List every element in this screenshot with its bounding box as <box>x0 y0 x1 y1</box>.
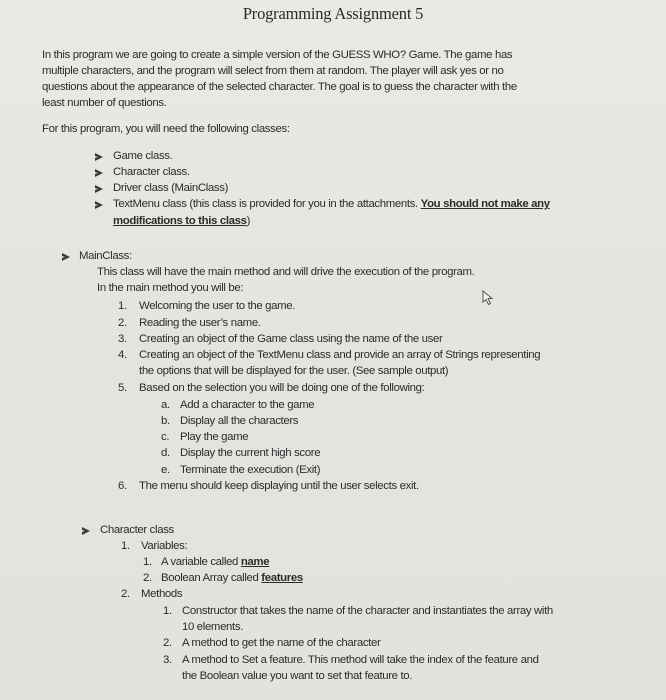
step-text: Creating an object of the TextMenu class and provide an array of Strings representing <box>139 349 541 361</box>
class-item-textmenu-cont <box>113 213 250 229</box>
method-num: 1. <box>163 605 172 617</box>
bullet-arrow-icon <box>62 253 70 261</box>
step-text: Creating an object of the Game class using the name of the user <box>139 333 443 345</box>
intro-line-1: In this program we are going to create a simple version of the GUESS WHO? Game. The game has <box>42 49 513 61</box>
bullet-arrow-icon <box>95 185 103 193</box>
option-text: Terminate the execution (Exit) <box>180 464 321 476</box>
option-letter: e. <box>161 464 170 476</box>
variable-name-bold: features <box>261 572 303 584</box>
character-class-heading: Character class <box>100 524 174 536</box>
mainclass-line-2: In the main method you will be: <box>97 282 244 294</box>
option-letter: b. <box>161 415 170 427</box>
classes-intro: For this program, you will need the following classes: <box>42 123 290 135</box>
method-num: 3. <box>163 654 172 666</box>
textmenu-text: TextMenu class (this class is provided for you in the attachments. <box>113 198 421 210</box>
method-text-cont: the Boolean value you want to set that feature to. <box>182 670 413 682</box>
class-item-character: Character class. <box>113 166 190 178</box>
bullet-arrow-icon <box>95 153 103 161</box>
bullet-arrow-icon <box>82 527 90 535</box>
option-letter: c. <box>161 431 170 443</box>
option-letter: d. <box>161 447 170 459</box>
step-num: 1. <box>118 300 127 312</box>
step-text: Reading the user’s name. <box>139 317 261 329</box>
option-text: Display the current high score <box>180 447 321 459</box>
textmenu-close: ) <box>246 215 251 227</box>
method-num: 2. <box>163 637 172 649</box>
variable-name-bold: name <box>240 556 270 568</box>
intro-line-2: multiple characters, and the program will select from them at random. The player will ask yes or no <box>42 65 504 77</box>
mainclass-line-1: This class will have the main method and will drive the execution of the program. <box>97 266 475 278</box>
variable-text: Boolean Array called <box>161 572 262 584</box>
method-text: Constructor that takes the name of the character and instantiates the array with <box>182 605 553 617</box>
class-item-game: Game class. <box>113 150 173 162</box>
class-item-driver: Driver class (MainClass) <box>113 182 229 194</box>
variable-num: 1. <box>143 556 152 568</box>
textmenu-warning: You should not make any <box>420 198 550 210</box>
step-text: The menu should keep displaying until the user selects exit. <box>139 480 419 492</box>
mainclass-heading: MainClass: <box>79 250 132 262</box>
textmenu-warning-cont: modifications to this class <box>113 215 247 227</box>
step-num: 2. <box>118 317 127 329</box>
option-text: Play the game <box>180 431 249 443</box>
option-text: Display all the characters <box>180 415 299 427</box>
step-text: Welcoming the user to the game. <box>139 300 296 312</box>
option-letter: a. <box>161 399 170 411</box>
variable-num: 2. <box>143 572 152 584</box>
bullet-arrow-icon <box>95 201 103 209</box>
step-num: 5. <box>118 382 127 394</box>
variable-item-features <box>161 570 303 586</box>
method-text-cont: 10 elements. <box>182 621 244 633</box>
variables-label: Variables: <box>141 540 188 552</box>
intro-line-3: questions about the appearance of the selected character. The goal is to guess the character with the <box>42 81 517 93</box>
step-num: 6. <box>118 480 127 492</box>
variable-item-name <box>161 554 269 570</box>
variables-num: 1. <box>121 540 130 552</box>
intro-line-4: least number of questions. <box>42 97 167 109</box>
methods-label: Methods <box>141 588 183 600</box>
document-title: Programming Assignment 5 <box>242 4 424 23</box>
step-num: 4. <box>118 349 127 361</box>
method-text: A method to get the name of the character <box>182 637 381 649</box>
methods-num: 2. <box>121 588 130 600</box>
option-text: Add a character to the game <box>180 399 315 411</box>
method-text: A method to Set a feature. This method will take the index of the feature and <box>182 654 539 666</box>
step-num: 3. <box>118 333 127 345</box>
mouse-cursor-icon <box>482 290 494 311</box>
step-text-cont: the options that will be displayed for the user. (See sample output) <box>139 365 449 377</box>
class-item-textmenu <box>113 196 550 212</box>
step-text: Based on the selection you will be doing one of the following: <box>139 382 425 394</box>
variable-text: A variable called <box>161 556 241 568</box>
bullet-arrow-icon <box>95 169 103 177</box>
